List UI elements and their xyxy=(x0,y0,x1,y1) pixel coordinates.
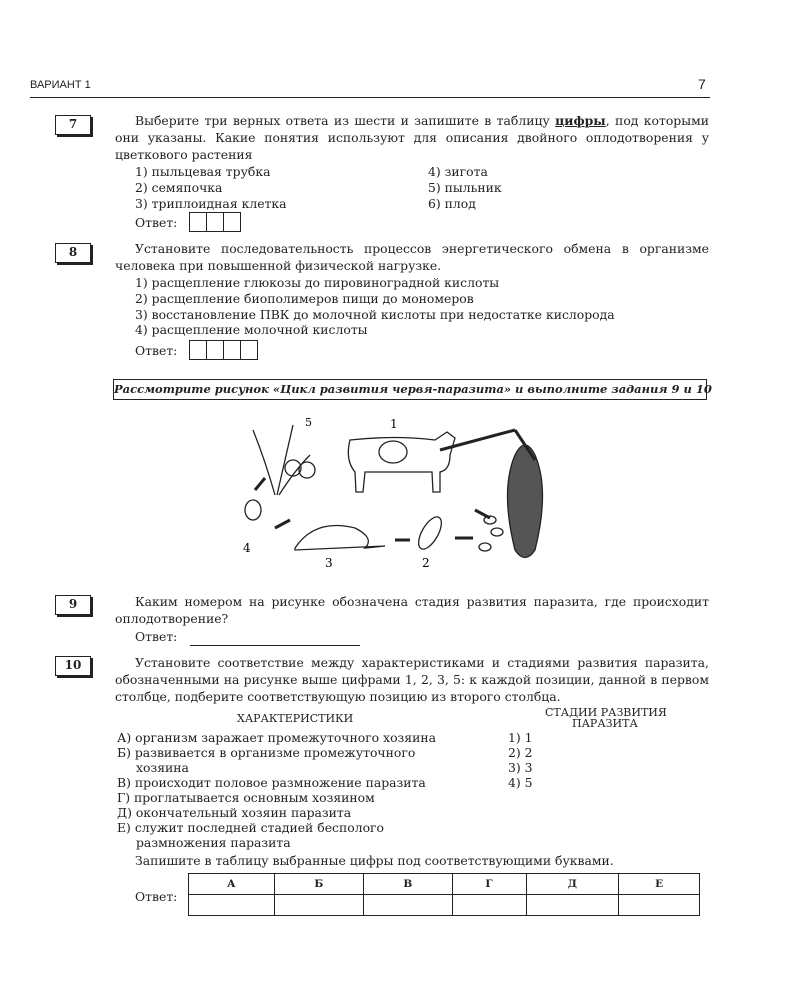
q8-option: 3) восстановление ПВК до молочной кислоты при недостатке кислорода xyxy=(135,307,615,322)
answer-cell[interactable] xyxy=(619,895,700,916)
variant-label: ВАРИАНТ 1 xyxy=(30,79,91,91)
letter-header: Е xyxy=(619,874,700,895)
letter-header: А xyxy=(189,874,275,895)
question-number-8: 8 xyxy=(55,243,91,263)
snail-drawing xyxy=(295,526,385,551)
q9-answer-label: Ответ: xyxy=(135,629,178,644)
stage-option: 1) 1 xyxy=(508,730,533,745)
answer-cell[interactable] xyxy=(452,895,526,916)
figure-label-4: 4 xyxy=(243,541,251,555)
letter-header: Г xyxy=(452,874,526,895)
col1-header: ХАРАКТЕРИСТИКИ xyxy=(237,712,354,725)
question-number-7: 7 xyxy=(55,115,91,135)
q8-option: 1) расщепление глюкозы до пировиноградной кислоты xyxy=(135,275,500,290)
q10-answer-table xyxy=(188,873,700,916)
characteristic-a: А) организм заражает промежуточного хозяина xyxy=(117,730,437,745)
question-number-10: 10 xyxy=(55,656,91,676)
miracidium xyxy=(414,513,446,552)
stage-option: 4) 5 xyxy=(508,775,533,790)
q8-option: 2) расщепление биополимеров пищи до мономеров xyxy=(135,291,474,306)
stage-option: 2) 2 xyxy=(508,745,533,760)
q7-option: 1) пыльцевая трубка xyxy=(135,164,271,179)
q7-option: 2) семяпочка xyxy=(135,180,223,195)
q7-option: 3) триплоидная клетка xyxy=(135,196,287,211)
q10-answer-label: Ответ: xyxy=(135,889,178,904)
q7-answer-cells[interactable] xyxy=(190,212,241,232)
characteristic-e: Е) служит последней стадией бесполого xyxy=(117,820,384,835)
col2-header: ПАРАЗИТА xyxy=(572,717,638,730)
cercaria xyxy=(245,500,261,520)
plant-with-cyst xyxy=(253,425,310,495)
q9-text: Каким номером на рисунке обозначена стадия развития паразита, где происходит оплодотворение? xyxy=(115,594,709,626)
characteristic-g: Г) проглатывается основным хозяином xyxy=(117,790,375,805)
answer-cell[interactable] xyxy=(526,895,619,916)
col2-header: СТАДИИ РАЗВИТИЯ xyxy=(545,706,667,719)
q7-option: 4) зигота xyxy=(428,164,488,179)
q7-text: Выберите три верных ответа из шести и запишите в таблицу цифры, под которыми они указаны. Какие понятия используют для описания двойного оплодотворения у цветкового растения xyxy=(115,113,709,162)
stage-option: 3) 3 xyxy=(508,760,533,775)
characteristic-e-cont: размножения паразита xyxy=(136,835,291,850)
q7-option: 5) пыльник xyxy=(428,180,502,195)
figure-label-5: 5 xyxy=(305,416,312,429)
q10-text: Установите соответствие между характеристиками и стадиями развития паразита, обозначенными на рисунке выше цифрами 1, 2, 3, 5: к каждой позиции, данной в первом столбце, подберите соответствующую позицию из второго столбца. xyxy=(115,655,709,704)
q10-instruction: Запишите в таблицу выбранные цифры под соответствующими буквами. xyxy=(135,853,614,868)
header-divider xyxy=(30,97,710,98)
cow-drawing xyxy=(348,432,455,492)
q7-answer-label: Ответ: xyxy=(135,215,178,230)
characteristic-b: Б) развивается в организме промежуточного xyxy=(117,745,416,760)
q9-answer-line[interactable] xyxy=(190,645,360,646)
characteristic-b-cont: хозяина xyxy=(136,760,189,775)
q8-text: Установите последовательность процессов энергетического обмена в организме человека при повышенной физической нагрузке. xyxy=(115,241,709,273)
q8-option: 4) расщепление молочной кислоты xyxy=(135,322,368,337)
figure-label-2: 2 xyxy=(422,556,430,570)
parasite-life-cycle-figure xyxy=(235,410,565,575)
letter-header: Д xyxy=(526,874,619,895)
q7-option: 6) плод xyxy=(428,196,476,211)
answer-cell[interactable] xyxy=(189,895,275,916)
answer-cell[interactable] xyxy=(364,895,452,916)
figure-label-3: 3 xyxy=(325,556,333,570)
figure-label-1: 1 xyxy=(390,417,398,431)
page-number: 7 xyxy=(698,76,706,92)
characteristic-v: В) происходит половое размножение паразита xyxy=(117,775,426,790)
q8-answer-label: Ответ: xyxy=(135,343,178,358)
liver-fluke-drawing xyxy=(508,445,543,558)
letter-header: В xyxy=(364,874,452,895)
characteristic-d: Д) окончательный хозяин паразита xyxy=(117,805,352,820)
q8-answer-cells[interactable] xyxy=(190,340,258,360)
question-number-9: 9 xyxy=(55,595,91,615)
figure-instruction-banner: Рассмотрите рисунок «Цикл развития червя-паразита» и выполните задания 9 и 10 xyxy=(113,379,707,400)
letter-header: Б xyxy=(274,874,363,895)
answer-cell[interactable] xyxy=(274,895,363,916)
cyst-in-cow xyxy=(379,441,407,463)
